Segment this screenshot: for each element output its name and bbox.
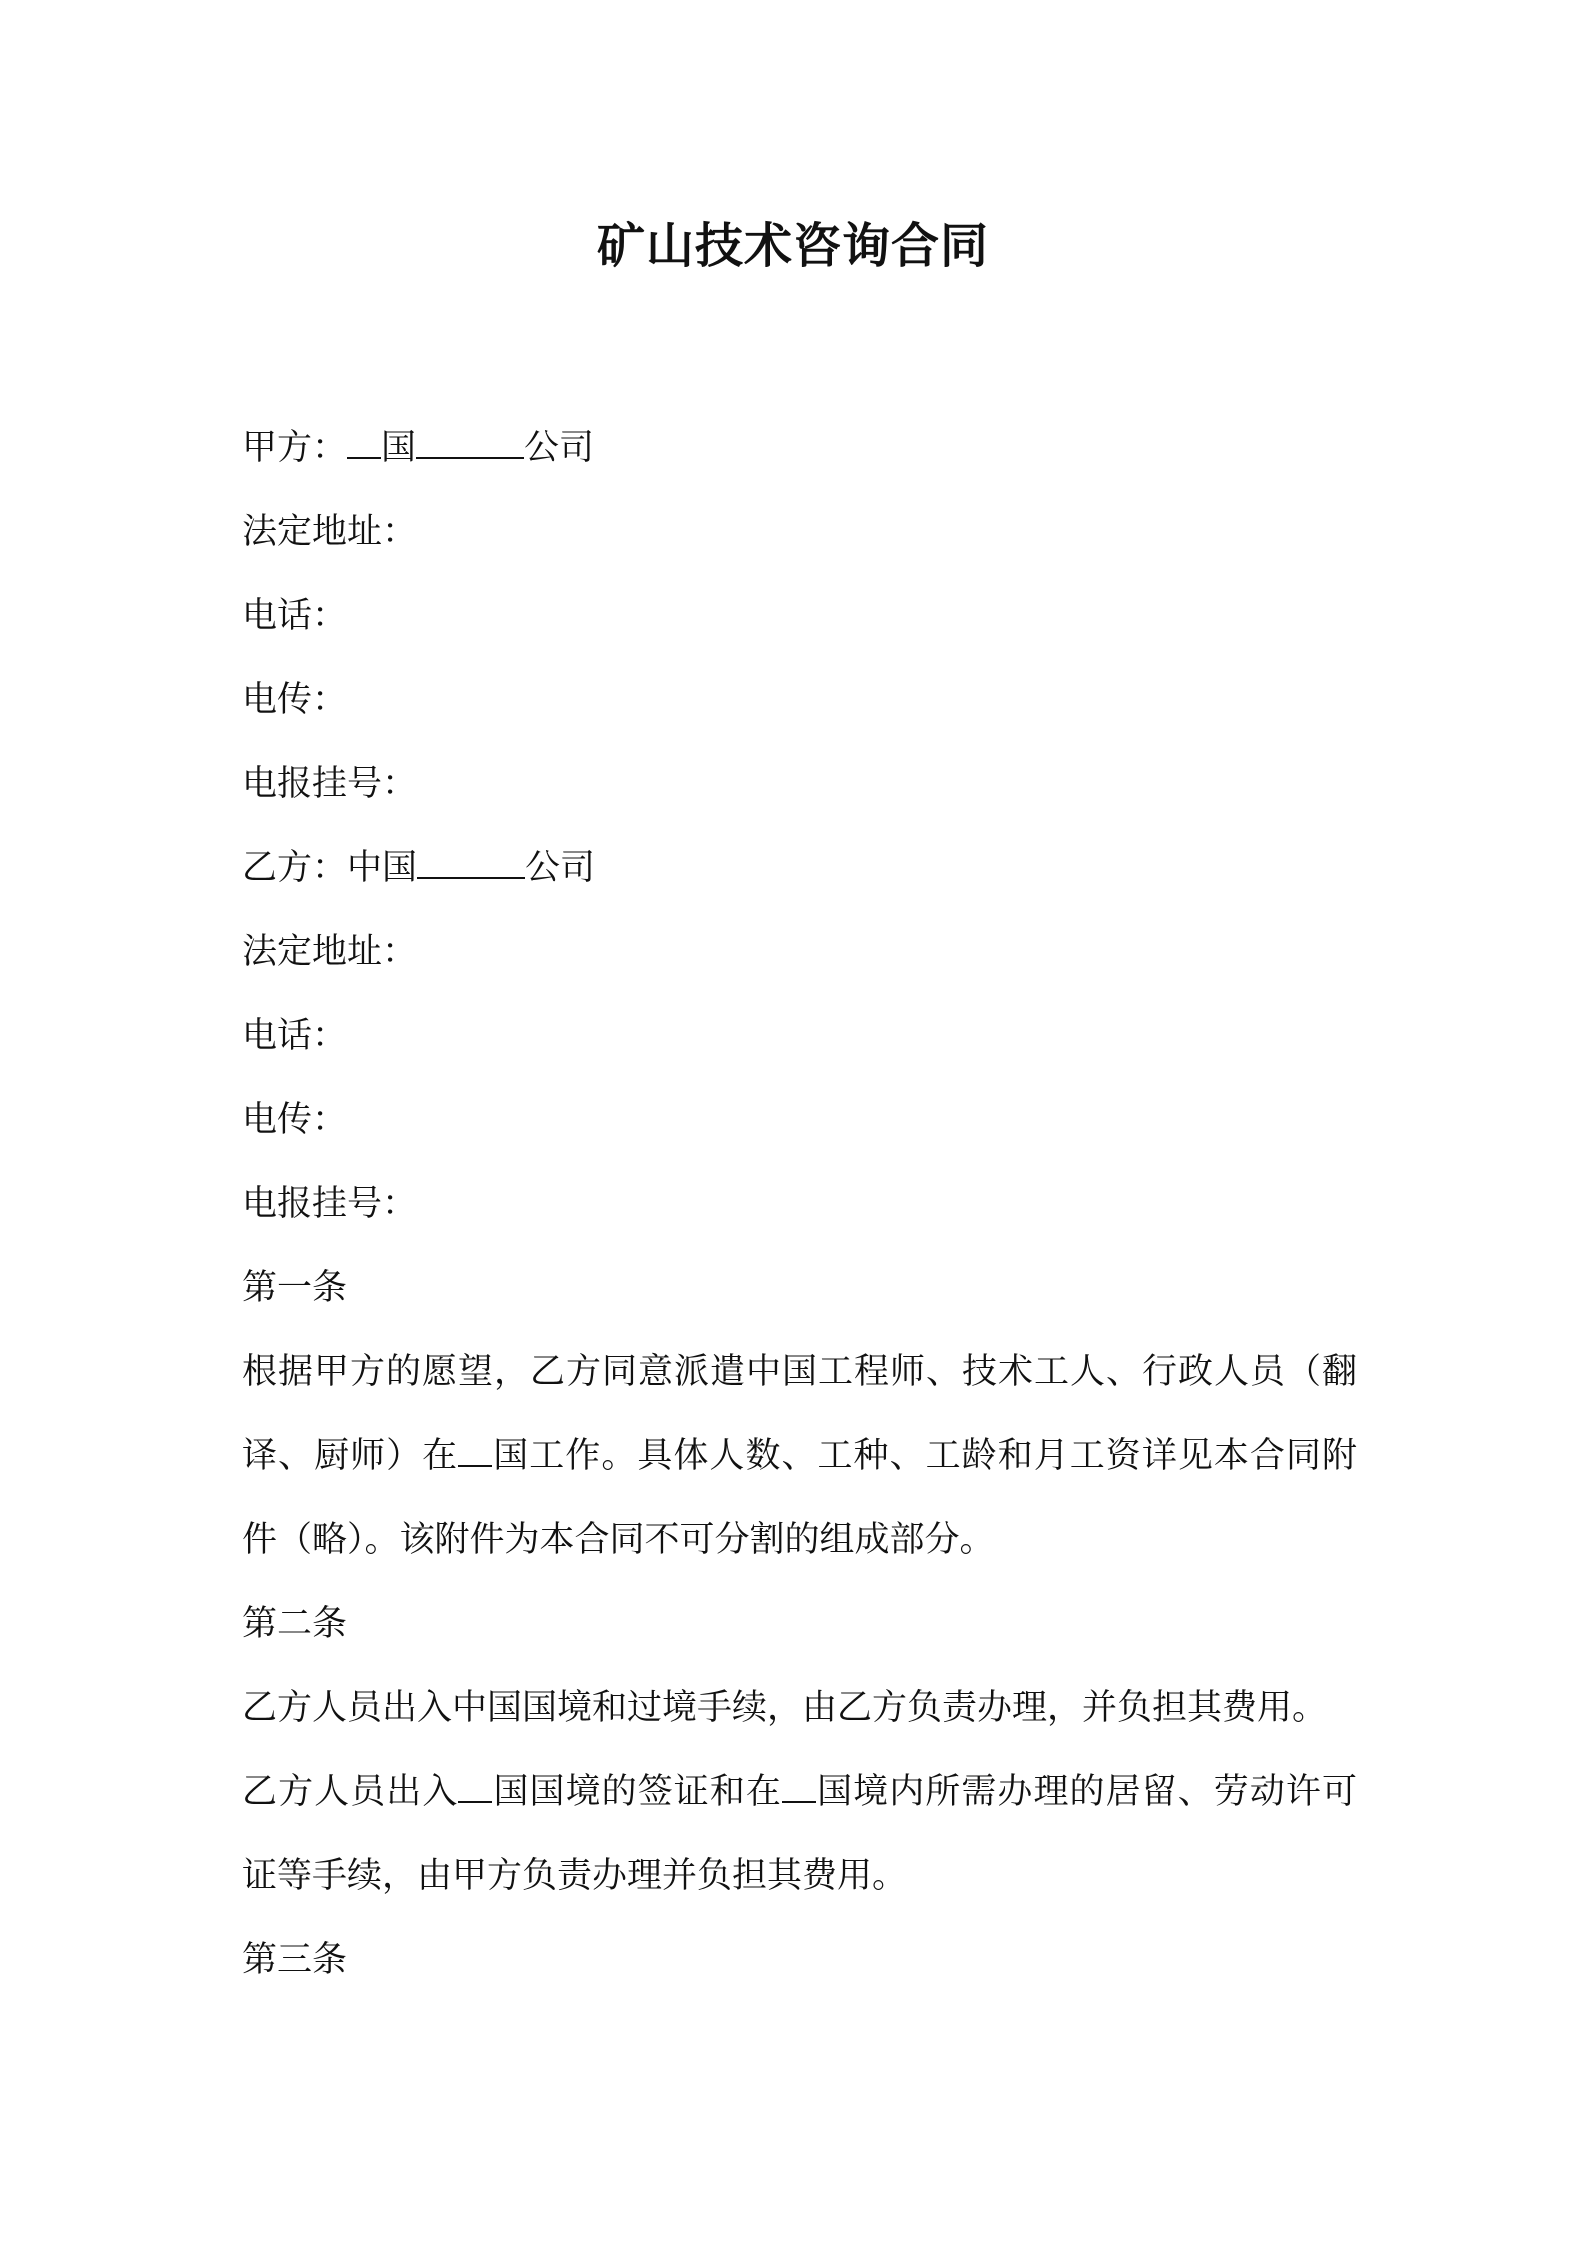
party-a-line <box>242 406 1357 490</box>
party-a-country-suffix: 国 <box>381 428 417 468</box>
blank-field <box>417 847 525 879</box>
party-a-phone-label: 电话： <box>242 596 348 636</box>
article-2-sentence-1: 乙方人员出入中国国境和过境手续，由乙方负责办理，并负担其费用。 <box>242 1688 1328 1728</box>
party-b-cable-label: 电报挂号： <box>242 1184 418 1224</box>
document-title: 矿山技术咨询合同 <box>596 218 989 274</box>
article-1-text-part2: 国工作。具体人数、工种、工龄和月工资详见本合同附件（略）。该附件为本合同不可分割的组成部分。 <box>242 1436 1357 1560</box>
article-2-s2-part1: 乙方人员出入 <box>242 1772 459 1812</box>
blank-field <box>458 1435 492 1467</box>
article-3-heading: 第三条 <box>242 1940 348 1980</box>
party-a-cable-label: 电报挂号： <box>242 764 418 804</box>
party-a-label: 甲方： <box>242 428 348 468</box>
article-1-text-part1: 根据甲方的愿望，乙方同意派遣中国工程师、技术工人、行政人员（翻译、厨师）在 <box>242 1352 1357 1476</box>
article-2-s2-part2: 国国境的签证和在 <box>492 1772 782 1812</box>
party-b-address-label: 法定地址： <box>242 932 418 972</box>
party-b-company-suffix: 公司 <box>525 848 596 888</box>
party-b-line <box>242 826 1357 910</box>
blank-field <box>458 1771 492 1803</box>
article-2-s2-part3: 国境内所需办理的居留、劳动许可证等手续，由甲方负责办理并负担其费用。 <box>242 1772 1357 1896</box>
blank-field <box>782 1771 816 1803</box>
party-b-phone-label: 电话： <box>242 1016 348 1056</box>
party-b-fax-label: 电传： <box>242 1100 348 1140</box>
party-a-fax-label: 电传： <box>242 680 348 720</box>
article-2-sentence-2 <box>242 1750 1357 1918</box>
blank-field <box>416 427 524 459</box>
article-2-heading: 第二条 <box>242 1604 348 1644</box>
party-a-company-suffix: 公司 <box>524 428 595 468</box>
article-1-text <box>242 1330 1357 1582</box>
blank-field <box>347 427 381 459</box>
document-body <box>242 406 1357 2002</box>
party-a-address-label: 法定地址： <box>242 512 418 552</box>
article-1-heading: 第一条 <box>242 1268 348 1308</box>
party-b-country: 中国 <box>347 848 418 888</box>
party-b-label: 乙方： <box>242 848 348 888</box>
